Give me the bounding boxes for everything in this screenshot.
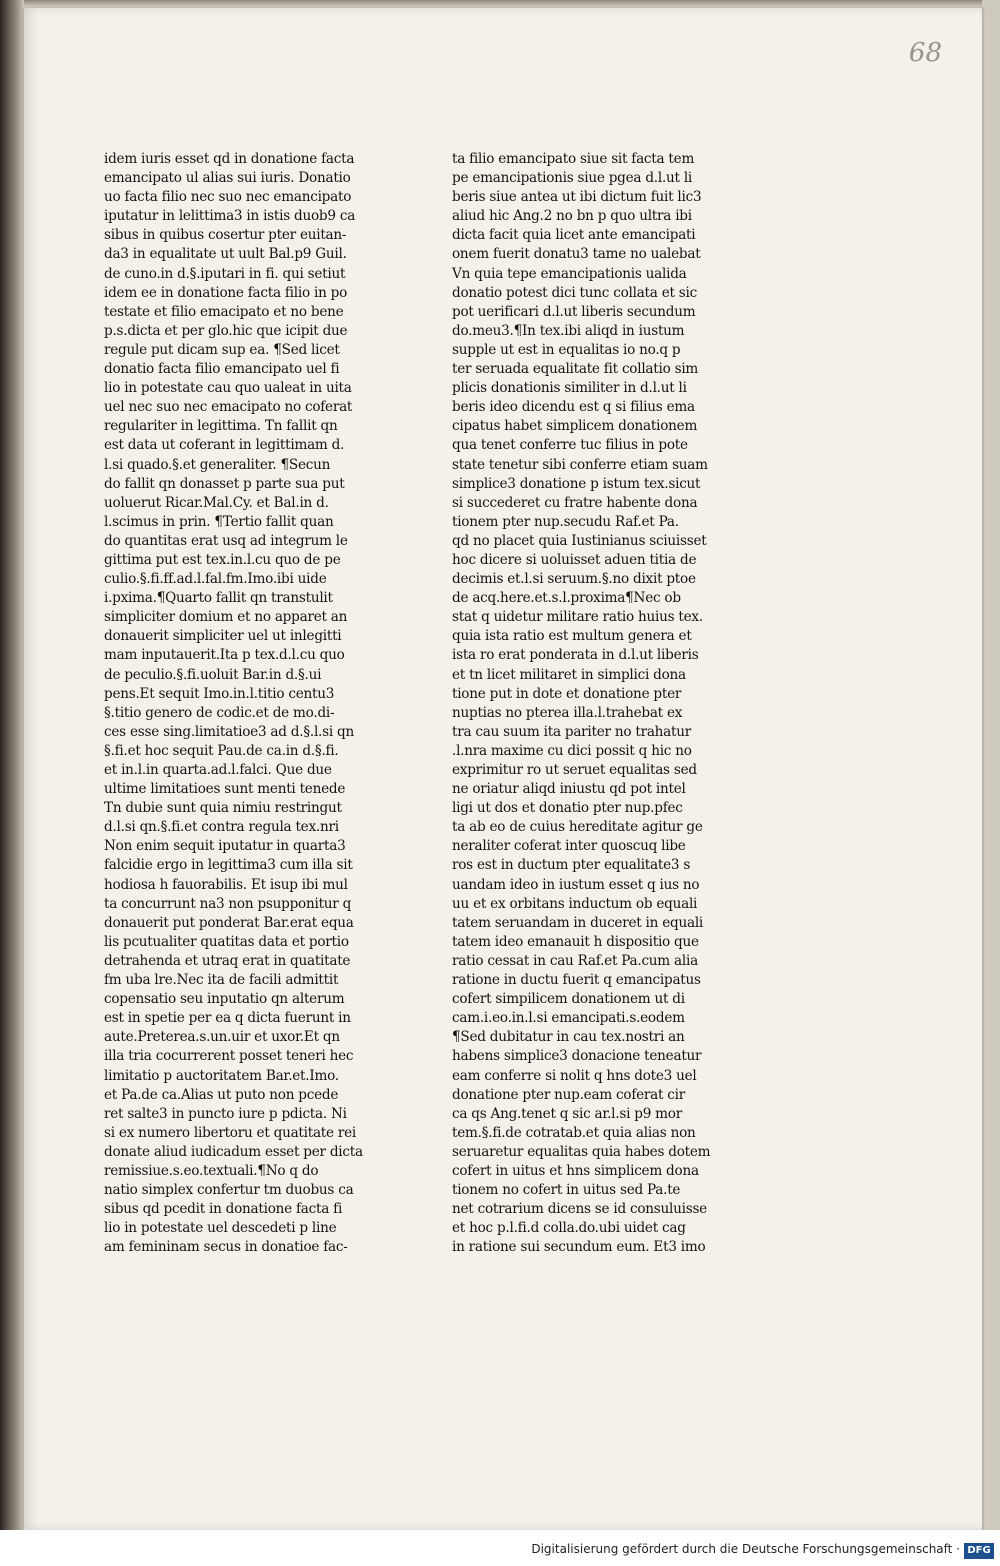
text-line: dicta facit quia licet ante emancipati [452, 227, 696, 244]
text-line: eam conferre si nolit q hns dote3 uel [452, 1067, 697, 1084]
text-line: uandam ideo in iustum esset q ius no [452, 876, 700, 893]
text-line: si ex numero libertoru et quatitate rei [104, 1124, 357, 1141]
text-column-right [452, 150, 720, 1257]
text-line: et hoc p.l.fi.d colla.do.ubi uidet cag [452, 1220, 686, 1237]
text-line: onem fuerit donatu3 tame no ualebat [452, 246, 701, 263]
text-column-left [104, 150, 364, 1257]
text-line: et tn licet militaret in simplici dona [452, 666, 686, 683]
text-line: regule put dicam sup ea. ¶Sed licet [104, 341, 340, 358]
text-line: state tenetur sibi conferre etiam suam [452, 456, 708, 473]
text-line: ca qs Ang.tenet q sic ar.l.si p9 mor [452, 1105, 682, 1122]
text-line: limitatio p auctoritatem Bar.et.Imo. [104, 1067, 339, 1084]
text-line: §.titio genero de codic.et de mo.di- [104, 704, 335, 721]
text-line: beris ideo dicendu est q si filius ema [452, 399, 695, 416]
text-line: ces esse sing.limitatioe3 ad d.§.l.si qn [104, 723, 354, 740]
text-line: do.meu3.¶In tex.ibi aliqd in iustum [452, 322, 685, 339]
text-line: tionem pter nup.secudu Raf.et Pa. [452, 513, 679, 530]
text-line: pot uerificari d.l.ut liberis secundum [452, 303, 696, 320]
text-line: cofert simpilicem donationem ut di [452, 991, 685, 1008]
text-line: decimis et.l.si seruum.§.no dixit ptoe [452, 571, 696, 588]
text-line: detrahenda et utraq erat in quatitate [104, 952, 351, 969]
text-line: aliud hic Ang.2 no bn p quo ultra ibi [452, 208, 692, 225]
footer-bar [0, 1530, 1000, 1566]
text-line: cam.i.eo.in.l.si emancipati.s.eodem [452, 1010, 685, 1027]
text-line: supple ut est in equalitas io no.q p [452, 341, 681, 358]
text-line: cipatus habet simplicem donationem [452, 418, 698, 435]
text-line: pens.Et sequit Imo.in.l.titio centu3 [104, 685, 335, 702]
text-line: qd no placet quia Iustinianus sciuisset [452, 532, 707, 549]
text-line: uo facta filio nec suo nec emancipato [104, 189, 352, 206]
text-line: est in spetie per ea q dicta fuerunt in [104, 1010, 351, 1027]
text-line: ista ro erat ponderata in d.l.ut liberis [452, 647, 699, 664]
text-line: ta filio emancipato siue sit facta tem [452, 151, 695, 167]
text-line: et Pa.de ca.Alias ut puto non pcede [104, 1086, 339, 1103]
text-line: l.si quado.§.et generaliter. ¶Secun [104, 456, 331, 473]
text-line: ter seruada equalitate fit collatio sim [452, 361, 699, 378]
text-line: qua tenet conferre tuc filius in pote [452, 437, 688, 454]
text-line: ratione in ductu fuerit q emancipatus [452, 972, 701, 989]
text-line: exprimitur ro ut seruet equalitas sed [452, 762, 697, 778]
text-line: natio simplex confertur tm duobus ca [104, 1182, 354, 1199]
text-line: donatio facta filio emancipato uel fi [104, 361, 340, 378]
text-line: fm uba lre.Nec ita de facili admittit [104, 972, 339, 989]
text-line: lio in potestate uel descedeti p line [104, 1220, 337, 1237]
text-line: ne oriatur aliqd iniustu qd pot intel [452, 781, 686, 798]
folio-number: 68 [908, 38, 942, 68]
text-line: da3 in equalitate ut uult Bal.p9 Guil. [104, 246, 347, 263]
text-line: Tn dubie sunt quia nimiu restringut [104, 800, 342, 817]
text-line: simpliciter domium et no apparet an [104, 609, 348, 626]
text-line: aute.Preterea.s.un.uir et uxor.Et qn [104, 1029, 340, 1046]
text-line: idem iuris esset qd in donatione facta [104, 151, 355, 167]
text-line: ret salte3 in puncto iure p pdicta. Ni [104, 1105, 347, 1122]
text-line: hodiosa h fauorabilis. Et isup ibi mul [104, 876, 348, 893]
funding-credit: Digitalisierung gefördert durch die Deutsche Forschungsgemeinschaft · [531, 1542, 960, 1556]
text-line: de cuno.in d.§.iputari in fi. qui setiut [104, 265, 346, 282]
text-line: ta concurrunt na3 non psupponitur q [104, 895, 352, 912]
text-line: emancipato ul alias sui iuris. Donatio [104, 170, 351, 187]
text-line: tem.§.fi.de cotratab.et quia alias non [452, 1124, 696, 1141]
text-line: p.s.dicta et per glo.hic que icipit due [104, 322, 348, 339]
text-line: i.pxima.¶Quarto fallit qn transtulit [104, 590, 333, 607]
text-line: .l.nra maxime cu dici possit q hic no [452, 742, 692, 759]
binding-gutter [0, 0, 24, 1530]
text-line: l.scimus in prin. ¶Tertio fallit quan [104, 513, 334, 530]
text-line: Vn quia tepe emancipationis ualida [452, 265, 687, 282]
text-line: et in.l.in quarta.ad.l.falci. Que due [104, 762, 332, 778]
text-line: illa tria cocurrerent posset teneri hec [104, 1048, 354, 1065]
text-line: remissiue.s.eo.textuali.¶No q do [104, 1162, 319, 1179]
text-line: donauerit put ponderat Bar.erat equa [104, 914, 354, 931]
text-line: net cotrarium dicens se id consuluisse [452, 1201, 707, 1218]
text-line: testate et filio emacipato et no bene [104, 303, 344, 320]
text-line: falcidie ergo in legittima3 cum illa sit [104, 857, 353, 874]
text-line: tatem ideo emanauit h dispositio que [452, 933, 699, 950]
text-line: do quantitas erat usq ad integrum le [104, 532, 348, 549]
text-line: copensatio seu inputatio qn alterum [104, 991, 345, 1008]
text-line: Non enim sequit iputatur in quarta3 [104, 838, 346, 855]
text-line: plicis donationis similiter in d.l.ut li [452, 380, 687, 397]
text-line: uel nec suo nec emacipato no coferat [104, 399, 353, 416]
text-line: cofert in uitus et hns simplicem dona [452, 1162, 699, 1179]
text-line: simplice3 donatione p istum tex.sicut [452, 475, 701, 492]
text-line: donatione pter nup.eam coferat cir [452, 1086, 686, 1103]
text-line: neraliter coferat inter quoscuq libe [452, 838, 686, 855]
text-line: iputatur in lelittima3 in istis duob9 ca [104, 208, 356, 225]
text-line: nuptias no pterea illa.l.trahebat ex [452, 704, 683, 721]
text-line: quia ista ratio est multum genera et [452, 628, 692, 645]
text-line: idem ee in donatione facta filio in po [104, 284, 348, 301]
text-line: habens simplice3 donacione teneatur [452, 1048, 702, 1065]
text-line: ¶Sed dubitatur in cau tex.nostri an [452, 1029, 685, 1046]
text-line: ultime limitatioes sunt menti tenede [104, 781, 346, 798]
text-line: de peculio.§.fi.uoluit Bar.in d.§.ui [104, 666, 322, 683]
text-line: uu et ex orbitans inductum ob equali [452, 895, 698, 912]
text-line: d.l.si qn.§.fi.et contra regula tex.nri [104, 819, 339, 836]
text-line: est data ut coferant in legittimam d. [104, 437, 345, 454]
text-line: ligi ut dos et donatio pter nup.pfec [452, 800, 683, 817]
text-line: si succederet cu fratre habente dona [452, 494, 698, 511]
text-line: ta ab eo de cuius hereditate agitur ge [452, 819, 703, 836]
text-line: lis pcutualiter quatitas data et portio [104, 933, 349, 950]
text-line: lio in potestate cau quo ualeat in uita [104, 380, 352, 397]
text-line: culio.§.fi.ff.ad.l.fal.fm.Imo.ibi uide [104, 571, 327, 588]
text-line: sibus qd pcedit in donatione facta fi [104, 1201, 343, 1218]
dfg-logo: DFG [964, 1543, 994, 1559]
text-line: tione put in dote et donatione pter [452, 685, 682, 702]
text-line: beris siue antea ut ibi dictum fuit lic3 [452, 189, 702, 206]
text-line: donate aliud iudicadum esset per dicta [104, 1143, 363, 1160]
text-line: tionem no cofert in uitus sed Pa.te [452, 1182, 681, 1199]
text-line: do fallit qn donasset p parte sua put [104, 475, 345, 492]
text-line: pe emancipationis siue pgea d.l.ut li [452, 170, 693, 187]
text-line: uoluerut Ricar.Mal.Cy. et Bal.in d. [104, 494, 329, 511]
text-line: ratio cessat in cau Raf.et Pa.cum alia [452, 952, 698, 969]
text-line: regulariter in legittima. Tn fallit qn [104, 418, 338, 435]
text-line: mam inputauerit.Ita p tex.d.l.cu quo [104, 647, 345, 664]
text-line: tatem seruandam in duceret in equali [452, 914, 704, 931]
text-line: sibus in quibus cosertur pter euitan- [104, 227, 347, 244]
text-line: seruaretur equalitas quia habes dotem [452, 1143, 711, 1160]
text-line: stat q uidetur militare ratio huius tex. [452, 609, 703, 626]
text-line: gittima put est tex.in.l.cu quo de pe [104, 551, 341, 568]
text-line: in ratione sui secundum eum. Et3 imo [452, 1239, 706, 1256]
text-line: hoc dicere si uoluisset aduen titia de [452, 551, 697, 568]
text-line: de acq.here.et.s.l.proxima¶Nec ob [452, 590, 681, 607]
text-line: am femininam secus in donatioe fac- [104, 1239, 348, 1256]
text-line: donatio potest dici tunc collata et sic [452, 284, 697, 301]
text-line: donauerit simpliciter uel ut inlegitti [104, 628, 342, 645]
text-line: ros est in ductum pter equalitate3 s [452, 857, 691, 874]
text-line: §.fi.et hoc sequit Pau.de ca.in d.§.fi. [104, 742, 339, 759]
text-line: tra cau suum ita pariter no trahatur [452, 723, 691, 740]
